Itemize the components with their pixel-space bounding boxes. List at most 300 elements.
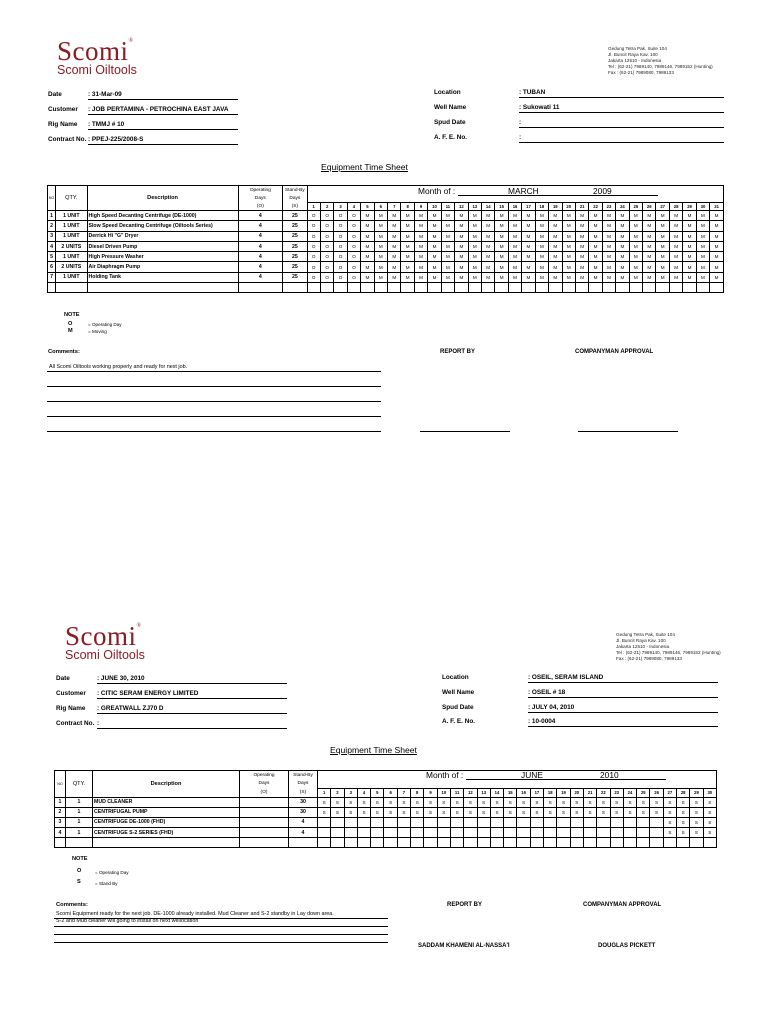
day-status-cell [450, 817, 463, 827]
day-status-cell: M [428, 252, 441, 262]
day-status-cell: S [424, 797, 437, 807]
day-status-cell: S [437, 797, 450, 807]
day-status-cell [570, 828, 583, 838]
empty-cell [414, 283, 427, 293]
day-status-cell: S [597, 797, 610, 807]
day-status-cell: M [374, 262, 387, 272]
scomi-oiltools-logo-text: Scomi Oiltools [65, 648, 145, 662]
day-status-cell: M [414, 231, 427, 241]
day-status-cell: S [450, 807, 463, 817]
empty-cell [437, 838, 450, 848]
day-status-cell: O [334, 241, 347, 251]
empty-cell [464, 838, 477, 848]
day-number: 10 [428, 202, 441, 211]
row-standby-days: 4 [289, 828, 318, 838]
day-status-cell: O [334, 272, 347, 282]
header-operating: Operating [240, 771, 289, 780]
empty-cell [710, 283, 724, 293]
header-operating: (O) [240, 788, 289, 797]
empty-cell [637, 838, 650, 848]
date-label: Date [48, 91, 62, 98]
day-status-cell: M [683, 272, 696, 282]
day-status-cell [530, 817, 543, 827]
day-status-cell: O [320, 211, 333, 221]
day-status-cell: O [334, 211, 347, 221]
day-status-cell: M [428, 231, 441, 241]
day-status-cell: M [669, 272, 682, 282]
day-status-cell: M [481, 231, 494, 241]
companyman-approval-label: COMPANYMAN APPROVAL [575, 349, 654, 355]
day-status-cell: M [562, 241, 575, 251]
rig-label: Rig Name [48, 121, 78, 128]
day-status-cell: M [495, 272, 508, 282]
empty-cell [535, 283, 548, 293]
day-number: 25 [629, 202, 642, 211]
day-status-cell: S [464, 807, 477, 817]
location-value: : OSEIL, SERAM ISLAND [528, 674, 604, 681]
approval-signature-line [578, 431, 678, 432]
day-status-cell: O [307, 211, 320, 221]
day-number: 24 [616, 202, 629, 211]
sheet-title: Equipment Time Sheet [330, 745, 417, 755]
day-status-cell: M [508, 211, 521, 221]
day-number: 6 [374, 202, 387, 211]
table-row [48, 272, 724, 282]
date-underline [97, 683, 287, 684]
day-status-cell: S [384, 797, 397, 807]
row-no: 4 [48, 241, 56, 251]
row-operating-days [240, 797, 289, 807]
day-status-cell: M [562, 272, 575, 282]
day-number: 20 [570, 788, 583, 797]
empty-cell [48, 283, 56, 293]
empty-cell [522, 283, 535, 293]
day-status-cell: M [522, 241, 535, 251]
day-status-cell: M [401, 262, 414, 272]
day-status-cell: S [331, 797, 344, 807]
day-status-cell: M [683, 262, 696, 272]
day-status-cell: M [361, 252, 374, 262]
note-desc-m: = Moving [88, 329, 107, 334]
day-status-cell [570, 817, 583, 827]
empty-cell [602, 283, 615, 293]
day-status-cell [490, 828, 503, 838]
day-status-cell: M [696, 231, 709, 241]
day-status-cell: M [602, 221, 615, 231]
empty-cell [93, 838, 240, 848]
day-status-cell: S [703, 828, 716, 838]
row-description: Air Diaphragm Pump [87, 262, 238, 272]
day-number: 2 [320, 202, 333, 211]
day-number: 14 [481, 202, 494, 211]
day-status-cell: M [508, 241, 521, 251]
day-status-cell: M [562, 262, 575, 272]
note-desc-o: = Operating Day [88, 322, 122, 327]
day-status-cell: M [455, 262, 468, 272]
empty-cell [468, 283, 481, 293]
day-status-cell [583, 817, 596, 827]
row-description: MUD CLEANER [93, 797, 240, 807]
day-status-cell: S [703, 797, 716, 807]
note-title: NOTE [64, 312, 80, 318]
day-status-cell: M [481, 252, 494, 262]
month-of-label: Month of : [426, 770, 464, 780]
header-standby: (S) [289, 788, 318, 797]
header-operating: Operating [238, 186, 283, 195]
row-description: CENTRIFUGE DE-1000 (FHD) [93, 817, 240, 827]
day-status-cell: M [683, 252, 696, 262]
day-status-cell: M [669, 262, 682, 272]
day-number: 24 [623, 788, 636, 797]
day-status-cell: M [616, 231, 629, 241]
day-status-cell: M [602, 252, 615, 262]
day-status-cell: M [522, 262, 535, 272]
day-number: 13 [468, 202, 481, 211]
day-status-cell: M [468, 241, 481, 251]
day-status-cell: M [468, 262, 481, 272]
row-description: CENTRIFUGE S-2 SERIES (FHD) [93, 828, 240, 838]
day-status-cell: M [428, 272, 441, 282]
empty-cell [361, 283, 374, 293]
day-status-cell [650, 817, 663, 827]
row-no: 2 [55, 807, 66, 817]
day-status-cell: S [570, 797, 583, 807]
day-status-cell: M [629, 241, 642, 251]
day-status-cell: S [411, 807, 424, 817]
well-value: : OSEIL # 18 [528, 689, 566, 696]
day-status-cell: S [344, 807, 357, 817]
day-status-cell [384, 828, 397, 838]
day-status-cell: M [455, 252, 468, 262]
day-status-cell: S [544, 807, 557, 817]
day-status-cell: M [535, 262, 548, 272]
day-status-cell: S [490, 797, 503, 807]
date-underline [88, 99, 238, 100]
header-standby: Stand-By [289, 771, 318, 780]
location-label: Location [442, 674, 469, 681]
day-status-cell: M [656, 252, 669, 262]
note-key-o: O [77, 868, 82, 874]
day-status-cell: M [495, 262, 508, 272]
location-value: : TUBAN [519, 89, 546, 96]
day-status-cell: O [307, 252, 320, 262]
day-status-cell: M [401, 252, 414, 262]
day-status-cell: S [650, 797, 663, 807]
contract-value: : PPEJ-225/2008-S [88, 136, 144, 143]
rig-label: Rig Name [56, 705, 86, 712]
day-number: 19 [557, 788, 570, 797]
comment-rule [54, 942, 388, 943]
day-status-cell: O [347, 262, 360, 272]
day-status-cell: M [535, 221, 548, 231]
day-status-cell: S [637, 797, 650, 807]
day-status-cell: M [388, 241, 401, 251]
month-header-cell [307, 194, 724, 202]
day-status-cell: M [616, 241, 629, 251]
day-status-cell: M [468, 231, 481, 241]
day-status-cell: S [677, 807, 690, 817]
day-status-cell: S [610, 797, 623, 807]
row-standby-days: 4 [289, 817, 318, 827]
day-status-cell [424, 828, 437, 838]
row-operating-days: 4 [238, 262, 283, 272]
day-status-cell: M [388, 252, 401, 262]
day-status-cell [331, 828, 344, 838]
day-status-cell [597, 828, 610, 838]
day-status-cell: M [455, 231, 468, 241]
customer-underline [97, 698, 287, 699]
location-label: Location [434, 89, 461, 96]
day-status-cell: S [690, 797, 703, 807]
day-status-cell [637, 817, 650, 827]
table-row [55, 807, 717, 817]
empty-cell [495, 283, 508, 293]
day-status-cell: M [455, 211, 468, 221]
day-status-cell: M [508, 252, 521, 262]
scomi-logo: Scomi® [65, 621, 142, 651]
day-status-cell: M [616, 252, 629, 262]
day-status-cell: S [690, 828, 703, 838]
row-standby-days: 25 [283, 211, 307, 221]
empty-cell [623, 838, 636, 848]
day-status-cell [517, 817, 530, 827]
empty-cell [331, 838, 344, 848]
day-number: 11 [450, 788, 463, 797]
day-status-cell: M [616, 211, 629, 221]
row-description: High Speed Decanting Centrifuge (DE-1000) [87, 211, 238, 221]
day-status-cell: M [575, 211, 588, 221]
empty-cell [549, 283, 562, 293]
empty-cell [544, 838, 557, 848]
contract-value: : [97, 720, 100, 727]
day-status-cell: S [663, 797, 676, 807]
empty-cell [481, 283, 494, 293]
day-number: 9 [424, 788, 437, 797]
day-status-cell: O [320, 241, 333, 251]
day-status-cell: M [535, 241, 548, 251]
report-by-signature-line [420, 431, 510, 432]
contract-label: Contract No. [48, 136, 87, 143]
day-number: 28 [677, 788, 690, 797]
row-operating-days: 4 [238, 241, 283, 251]
day-status-cell: S [504, 807, 517, 817]
row-no: 1 [55, 797, 66, 807]
empty-cell [441, 283, 454, 293]
day-status-cell: M [643, 211, 656, 221]
day-status-cell [344, 817, 357, 827]
day-status-cell [610, 817, 623, 827]
empty-cell [428, 283, 441, 293]
sheet-title: Equipment Time Sheet [321, 162, 408, 172]
day-status-cell: M [508, 262, 521, 272]
day-status-cell: S [397, 807, 410, 817]
day-status-cell: M [441, 211, 454, 221]
day-status-cell: O [334, 252, 347, 262]
month-value: JUNE [521, 770, 543, 780]
empty-cell [283, 283, 307, 293]
day-status-cell: O [320, 252, 333, 262]
empty-cell [575, 283, 588, 293]
comments-label: Comments: [48, 349, 80, 355]
day-status-cell: M [495, 241, 508, 251]
empty-cell [66, 838, 93, 848]
table-row [48, 262, 724, 272]
row-description: Slow Speed Decanting Centrifuge (Oiltools Series) [87, 221, 238, 231]
day-status-cell: M [428, 221, 441, 231]
day-status-cell: M [374, 211, 387, 221]
empty-cell [656, 283, 669, 293]
day-status-cell: S [397, 797, 410, 807]
spud-underline [528, 712, 718, 713]
row-no: 4 [55, 828, 66, 838]
day-status-cell: S [411, 797, 424, 807]
day-status-cell: M [629, 262, 642, 272]
day-status-cell: M [522, 211, 535, 221]
header-operating: (O) [238, 202, 283, 211]
day-status-cell: M [669, 252, 682, 262]
contract-underline [88, 144, 238, 145]
afe-underline [528, 726, 718, 727]
note-desc-s: = Stand By [95, 881, 118, 886]
table-row [48, 211, 724, 221]
day-status-cell: S [583, 807, 596, 817]
day-status-cell: O [307, 241, 320, 251]
day-status-cell: S [517, 797, 530, 807]
table-row [55, 828, 717, 838]
day-status-cell: S [318, 807, 331, 817]
day-number: 3 [334, 202, 347, 211]
day-status-cell: S [677, 797, 690, 807]
empty-cell [307, 283, 320, 293]
day-status-cell: M [669, 231, 682, 241]
empty-cell [374, 283, 387, 293]
customer-label: Customer [56, 690, 86, 697]
row-operating-days: 4 [238, 252, 283, 262]
day-status-cell: M [643, 252, 656, 262]
day-status-cell: M [481, 262, 494, 272]
spud-label: Spud Date [434, 119, 466, 126]
day-number: 7 [397, 788, 410, 797]
header-description: Description [87, 186, 238, 211]
header-standby: Stand-By [283, 186, 307, 195]
day-number: 12 [464, 788, 477, 797]
day-number: 4 [347, 202, 360, 211]
day-status-cell: S [597, 807, 610, 817]
note-key-s: S [77, 879, 81, 885]
empty-cell [504, 838, 517, 848]
day-number: 13 [477, 788, 490, 797]
day-status-cell: M [535, 272, 548, 282]
row-no: 3 [48, 231, 56, 241]
comment-line-1: Scomi Equipment ready for the next job. DE-1000 already installed. Mud Cleaner and S-2 standby in Lay down area. [56, 911, 334, 917]
day-number: 10 [437, 788, 450, 797]
day-number: 1 [318, 788, 331, 797]
day-status-cell: S [623, 797, 636, 807]
header-standby: Days [289, 780, 318, 789]
customer-label: Customer [48, 106, 78, 113]
day-status-cell: M [616, 272, 629, 282]
day-status-cell: M [602, 272, 615, 282]
day-status-cell: M [401, 231, 414, 241]
row-operating-days [240, 828, 289, 838]
day-number: 21 [575, 202, 588, 211]
day-status-cell: M [696, 241, 709, 251]
row-standby-days: 25 [283, 221, 307, 231]
comment-rule [47, 371, 381, 372]
month-value: MARCH [508, 186, 539, 196]
day-status-cell: M [629, 252, 642, 262]
row-standby-days: 25 [283, 262, 307, 272]
table-row [48, 252, 724, 262]
day-status-cell: M [522, 221, 535, 231]
day-status-cell: M [388, 262, 401, 272]
day-status-cell: S [331, 807, 344, 817]
day-status-cell: S [610, 807, 623, 817]
day-number: 16 [517, 788, 530, 797]
empty-cell [344, 838, 357, 848]
row-no: 1 [48, 211, 56, 221]
day-number: 3 [344, 788, 357, 797]
day-status-cell [397, 817, 410, 827]
day-status-cell: M [441, 252, 454, 262]
empty-cell [517, 838, 530, 848]
note-title: NOTE [72, 856, 88, 862]
day-status-cell: M [535, 211, 548, 221]
day-status-cell: M [589, 221, 602, 231]
empty-cell [562, 283, 575, 293]
spud-label: Spud Date [442, 704, 474, 711]
day-status-cell: S [344, 797, 357, 807]
day-status-cell: S [464, 797, 477, 807]
day-number: 30 [696, 202, 709, 211]
day-status-cell: M [683, 231, 696, 241]
row-operating-days: 4 [238, 211, 283, 221]
day-status-cell: M [589, 272, 602, 282]
day-status-cell [384, 817, 397, 827]
day-number: 22 [589, 202, 602, 211]
comment-rule [47, 416, 381, 417]
day-status-cell: M [710, 272, 724, 282]
day-status-cell: S [637, 807, 650, 817]
day-status-cell [504, 817, 517, 827]
day-status-cell: M [575, 252, 588, 262]
contract-label: Contract No. [56, 720, 95, 727]
empty-cell [397, 838, 410, 848]
location-underline [528, 682, 718, 683]
day-status-cell [623, 817, 636, 827]
day-status-cell: O [320, 272, 333, 282]
company-address: Gedung Tetra Pak, Suite 104 Jl. Buncit Raya Kav. 100 Jakarta 12510 - Indonesia Tel : (62-21) 7989140, 7989146, 7989152 (Hunting) Fax : (62-21) 7989080, 7989133 [616, 632, 721, 661]
day-status-cell: M [414, 262, 427, 272]
header-standby: (S) [283, 202, 307, 211]
day-status-cell: S [530, 797, 543, 807]
table-row [55, 797, 717, 807]
comment-rule [47, 401, 381, 402]
empty-cell [690, 838, 703, 848]
day-status-cell: S [544, 797, 557, 807]
day-status-cell: O [347, 252, 360, 262]
companyman-name: DOUGLAS PICKETT [598, 943, 656, 949]
day-status-cell: M [589, 211, 602, 221]
empty-cell [388, 283, 401, 293]
day-number: 8 [411, 788, 424, 797]
day-status-cell [344, 828, 357, 838]
day-status-cell: O [320, 221, 333, 231]
day-status-cell: M [656, 272, 669, 282]
day-status-cell [517, 828, 530, 838]
day-status-cell: O [347, 272, 360, 282]
day-status-cell: M [616, 221, 629, 231]
